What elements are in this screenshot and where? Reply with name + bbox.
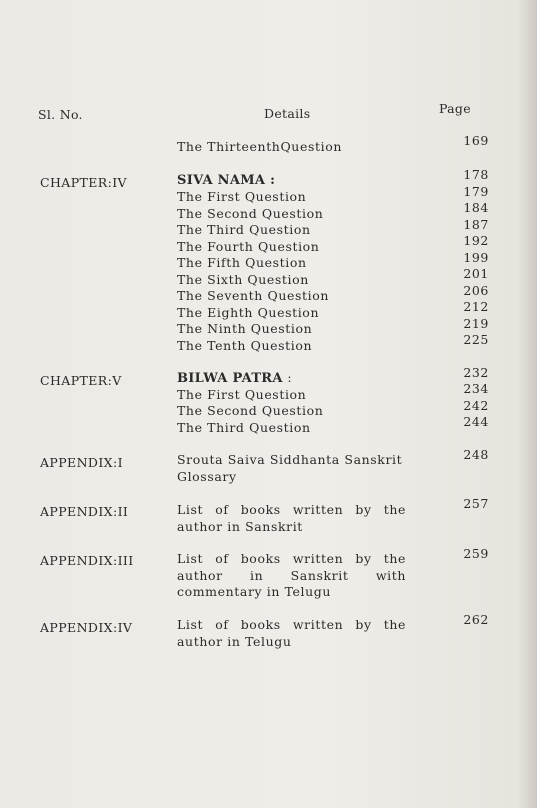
chapter-iv-label: CHAPTER:IV bbox=[40, 175, 127, 190]
entry-detail: The Sixth Question bbox=[177, 272, 309, 287]
entry-detail: The Fifth Question bbox=[177, 255, 307, 270]
appendix-ii-detail: List of books written by the author in Sanskrit bbox=[177, 502, 406, 534]
entry-page-number: 187 bbox=[463, 217, 489, 232]
entry-page-number: 201 bbox=[463, 266, 489, 281]
entry-detail: The Fourth Question bbox=[177, 239, 320, 254]
chapter-v-label: CHAPTER:V bbox=[40, 373, 122, 388]
entry-page-number: 192 bbox=[463, 233, 489, 248]
chapter-v-title-colon: : bbox=[282, 370, 293, 385]
entry-page-number: 257 bbox=[463, 496, 489, 511]
header-sl-no: Sl. No. bbox=[38, 107, 83, 122]
header-page: Page bbox=[439, 101, 471, 116]
appendix-iii-label: APPENDIX:III bbox=[40, 553, 134, 568]
entry-page-number: 234 bbox=[463, 381, 489, 396]
appendix-iv-label: APPENDIX:IV bbox=[40, 620, 133, 635]
page-edge-shadow bbox=[517, 0, 537, 808]
entry-page-number: 225 bbox=[463, 332, 489, 347]
entry-detail: The First Question bbox=[177, 189, 307, 204]
entry-page-number: 232 bbox=[463, 365, 489, 380]
entry-page-number: 259 bbox=[463, 546, 489, 561]
entry-page-number: 179 bbox=[463, 184, 489, 199]
entry-page-number: 169 bbox=[463, 133, 489, 148]
entry-detail: The First Question bbox=[177, 387, 307, 402]
entry-page-number: 248 bbox=[463, 447, 489, 462]
entry-page-number: 262 bbox=[463, 612, 489, 627]
entry-detail: The ThirteenthQuestion bbox=[177, 139, 342, 154]
entry-detail: The Ninth Question bbox=[177, 321, 313, 336]
entry-detail: The Eighth Question bbox=[177, 305, 320, 320]
chapter-v-title-text: BILWA PATRA bbox=[177, 371, 283, 386]
appendix-i-label: APPENDIX:I bbox=[40, 455, 123, 470]
header-details: Details bbox=[264, 106, 311, 121]
appendix-iii-detail: List of books written by the author in Sanskrit with commentary in Telugu bbox=[177, 551, 406, 599]
appendix-i-detail: Srouta Saiva Siddhanta Sanskrit Glossary bbox=[177, 452, 403, 484]
entry-detail: The Third Question bbox=[177, 222, 311, 237]
entry-detail: The Third Question bbox=[177, 420, 311, 435]
entry-page-number: 184 bbox=[463, 200, 489, 215]
entry-detail: The Tenth Question bbox=[177, 338, 313, 353]
appendix-ii-label: APPENDIX:II bbox=[40, 504, 129, 519]
entry-page-number: 199 bbox=[463, 250, 489, 265]
entry-page-number: 178 bbox=[463, 167, 489, 182]
entry-page-number: 206 bbox=[463, 283, 489, 298]
chapter-v-title bbox=[177, 370, 406, 388]
chapter-iv-title: SIVA NAMA : bbox=[177, 173, 276, 188]
entry-detail: The Seventh Question bbox=[177, 288, 329, 303]
entry-page-number: 219 bbox=[463, 316, 489, 331]
appendix-iv-detail: List of books written by the author in Telugu bbox=[177, 617, 406, 649]
entry-detail: The Second Question bbox=[177, 403, 324, 418]
entry-detail: The Second Question bbox=[177, 206, 324, 221]
entry-page-number: 212 bbox=[463, 299, 489, 314]
entry-page-number: 242 bbox=[463, 398, 489, 413]
entry-page-number: 244 bbox=[463, 414, 489, 429]
